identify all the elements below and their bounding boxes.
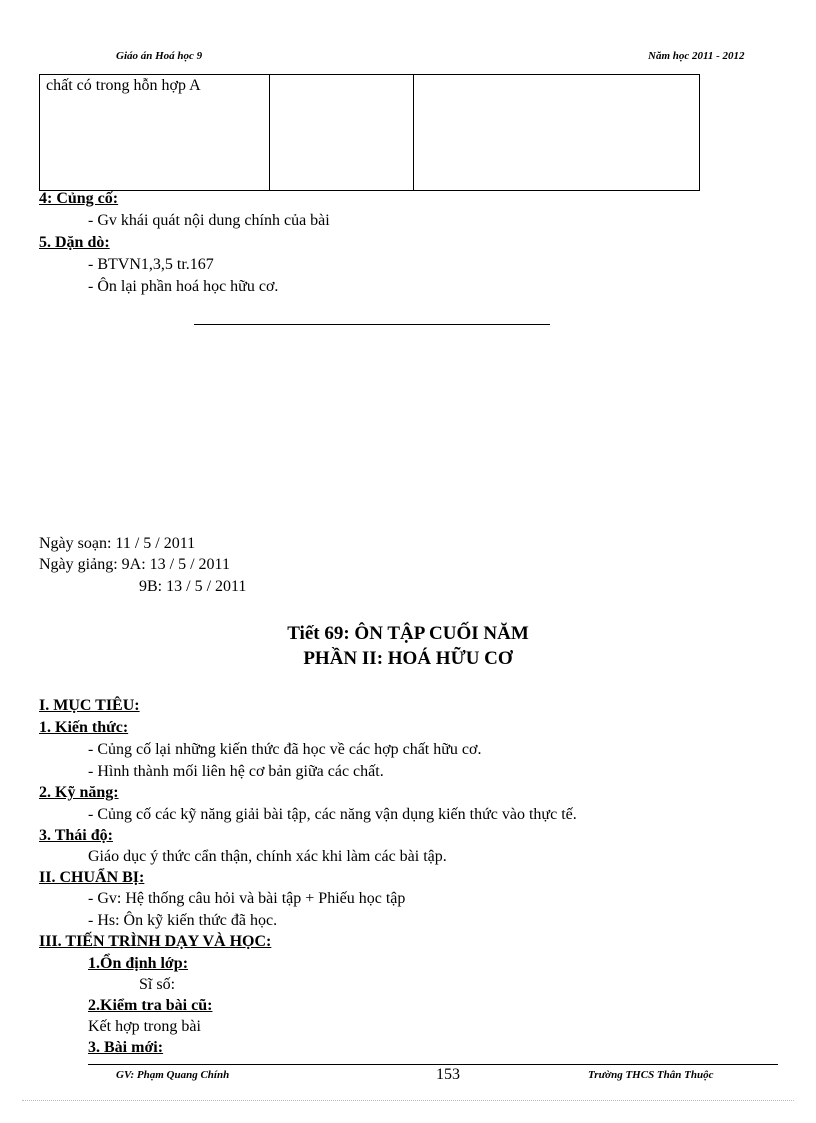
step1-text: Sĩ số: [139, 976, 176, 993]
lesson-subtitle: PHẦN II: HOÁ HỮU CƠ [303, 648, 513, 669]
attitude-text: Giáo dục ý thức cẩn thận, chính xác khi làm các bài tập. [88, 848, 447, 865]
section4-heading: 4: Củng cố: [39, 190, 119, 207]
knowledge-item: - Củng cố lại những kiến thức đã học về các hợp chất hữu cơ. [88, 741, 482, 758]
objectives-heading: I. MỤC TIÊU: [39, 697, 140, 714]
section5-item: - Ôn lại phần hoá học hữu cơ. [88, 278, 279, 295]
page-edge [22, 1100, 794, 1101]
header-left: Giáo án Hoá học 9 [116, 50, 203, 62]
footer-left: GV: Phạm Quang Chính [116, 1069, 230, 1081]
skills-heading: 2. Kỹ năng: [39, 784, 119, 801]
header-right: Năm học 2011 - 2012 [648, 50, 745, 62]
section5-item: - BTVN1,3,5 tr.167 [88, 256, 214, 273]
step3-heading: 3. Bài mới: [88, 1039, 164, 1056]
table-cell: chất có trong hỗn hợp A [40, 75, 270, 191]
date-giang-9a: Ngày giảng: 9A: 13 / 5 / 2011 [39, 556, 230, 573]
step2-text: Kết hợp trong bài [88, 1018, 201, 1035]
process-heading: III. TIẾN TRÌNH DẠY VÀ HỌC: [39, 933, 272, 950]
skills-item: - Củng cố các kỹ năng giải bài tập, các năng vận dụng kiến thức vào thực tế. [88, 806, 577, 823]
table-cell [270, 75, 414, 191]
preparation-item: - Hs: Ôn kỹ kiến thức đã học. [88, 912, 278, 929]
date-giang-9b: 9B: 13 / 5 / 2011 [139, 578, 247, 595]
table [39, 74, 700, 191]
attitude-heading: 3. Thái độ: [39, 827, 113, 844]
section4-item: - Gv khái quát nội dung chính của bài [88, 212, 330, 229]
footer-rule [88, 1064, 778, 1065]
date-soan: Ngày soạn: 11 / 5 / 2011 [39, 535, 196, 552]
footer-right: Trường THCS Thân Thuộc [588, 1069, 714, 1081]
section5-heading: 5. Dặn dò: [39, 234, 110, 251]
page-number: 153 [436, 1066, 460, 1083]
knowledge-item: - Hình thành mối liên hệ cơ bản giữa các chất. [88, 763, 384, 780]
lesson-title: Tiết 69: ÔN TẬP CUỐI NĂM [287, 623, 529, 644]
separator-line [194, 324, 550, 325]
knowledge-heading: 1. Kiến thức: [39, 719, 129, 736]
preparation-item: - Gv: Hệ thống câu hỏi và bài tập + Phiếu học tập [88, 890, 406, 907]
step1-heading: 1.Ổn định lớp: [88, 955, 189, 972]
step2-heading: 2.Kiểm tra bài cũ: [88, 997, 213, 1014]
table-row [40, 75, 700, 191]
table-cell [414, 75, 700, 191]
preparation-heading: II. CHUẨN BỊ: [39, 869, 145, 886]
